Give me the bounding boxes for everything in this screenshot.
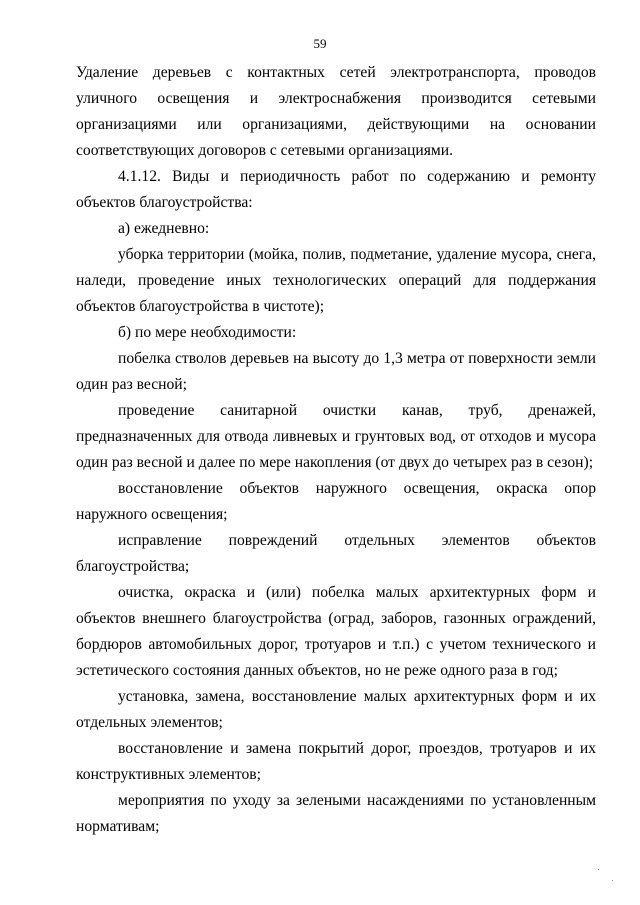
page-number: 59 <box>313 36 327 51</box>
scan-artifact-dot <box>598 869 599 870</box>
paragraph-territory-cleaning: уборка территории (мойка, полив, подметание, удаление мусора, снега, наледи, проведение иных технологических операций для поддержания объектов благоустройства в чистоте); <box>76 246 596 315</box>
paragraph-damage-repair: исправление повреждений отдельных элементов объектов благоустройства; <box>76 532 596 575</box>
paragraph-trunk-whitewashing: побелка стволов деревьев на высоту до 1,3 метра от поверхности земли один раз весной; <box>76 350 596 393</box>
paragraph-lighting-restoration: восстановление объектов наружного освещения, окраска опор наружного освещения; <box>76 480 596 523</box>
scan-artifact-dot <box>612 880 613 881</box>
paragraph-green-spaces-care: мероприятия по уходу за зелеными насаждениями по установленным нормативам; <box>76 792 596 835</box>
paragraph-sanitary-cleaning: проведение санитарной очистки канав, труб, дренажей, предназначенных для отвода ливневых и грунтовых вод, от отходов и мусора один раз весной и далее по мере накопления (от двух до четырех раз в сезон); <box>76 402 596 471</box>
paragraph-small-forms-replacement: установка, замена, восстановление малых архитектурных форм и их отдельных элементов; <box>76 688 596 731</box>
document-body <box>76 60 596 840</box>
paragraph-daily-heading: а) ежедневно: <box>118 220 210 237</box>
paragraph-section-4-1-12: 4.1.12. Виды и периодичность работ по содержанию и ремонту объектов благоустройства: <box>76 168 596 211</box>
paragraph-as-needed-heading: б) по мере необходимости: <box>118 324 297 341</box>
paragraph-road-surface-replacement: восстановление и замена покрытий дорог, проездов, тротуаров и их конструктивных элементов; <box>76 740 596 783</box>
paragraph-tree-removal: Удаление деревьев с контактных сетей электротранспорта, проводов уличного освещения и электроснабжения производится сетевыми организациями или организациями, действующими на основании соответствующих договоров с сетевыми организациями. <box>76 64 596 159</box>
paragraph-painting-small-forms: очистка, окраска и (или) побелка малых архитектурных форм и объектов внешнего благоустройства (оград, заборов, газонных ограждений, бордюров автомобильных дорог, тротуаров и т.п.) с учетом технического и эстетического состояния данных объектов, но не реже одного раза в год; <box>76 584 596 679</box>
